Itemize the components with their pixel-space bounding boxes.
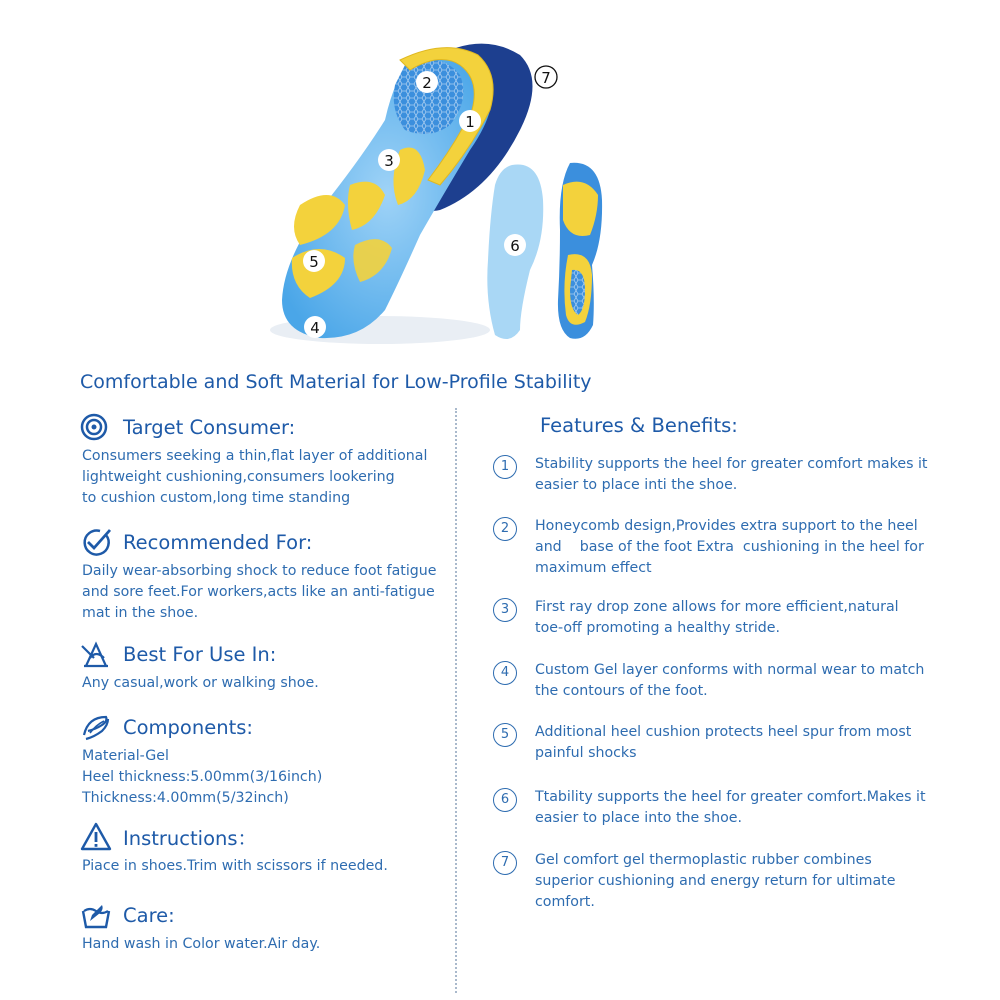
components-title: Components: [123, 715, 253, 739]
warning-triangle-icon [80, 821, 112, 853]
callout-5: 5 [309, 253, 319, 271]
components-section [80, 710, 450, 809]
instructions-text: Piace in shoes.Trim with scissors if needed. [82, 858, 388, 874]
callout-4: 4 [310, 319, 320, 337]
feature-item [493, 516, 933, 579]
feature-text: Honeycomb design,Provides extra support to the heel and base of the foot Extra cushioning in the heel for maximum effect [535, 518, 924, 576]
feature-item [493, 454, 933, 496]
shoe-outline-icon [80, 638, 112, 670]
feature-number: 4 [493, 661, 517, 685]
callout-6: 6 [510, 237, 520, 255]
instructions-title: Instructions： [123, 827, 258, 850]
feature-item [493, 850, 933, 913]
feature-item [493, 597, 933, 639]
feature-number: 1 [493, 455, 517, 479]
target-consumer-section [80, 410, 450, 509]
insole-illustration [260, 30, 680, 360]
best-for-text: Any casual,work or walking shoe. [82, 675, 319, 691]
feature-text: Stability supports the heel for greater comfort makes it easier to place inti the shoe. [535, 456, 928, 493]
recommended-section [80, 525, 450, 624]
components-text: Material-Gel Heel thickness:5.00mm(3/16inch) Thickness:4.00mm(5/32inch) [82, 748, 323, 806]
features-title: Features & Benefits: [540, 414, 738, 437]
callout-2: 2 [422, 74, 432, 92]
feature-text: Custom Gel layer conforms with normal wear to match the contours of the foot. [535, 662, 925, 699]
care-title: Care: [123, 903, 175, 927]
feature-number: 3 [493, 598, 517, 622]
check-circle-icon [80, 526, 112, 558]
callout-7: 7 [541, 69, 551, 87]
care-text: Hand wash in Color water.Air day. [82, 936, 321, 952]
feature-text: Additional heel cushion protects heel spur from most painful shocks [535, 724, 912, 761]
feature-number: 7 [493, 851, 517, 875]
best-for-title: Best For Use In: [123, 642, 277, 666]
feature-item [493, 787, 933, 829]
target-icon [80, 411, 112, 443]
page-headline: Comfortable and Soft Material for Low-Profile Stability [80, 371, 592, 393]
target-consumer-title: Target Consumer: [123, 415, 296, 439]
instructions-section [80, 820, 450, 877]
feature-number: 2 [493, 517, 517, 541]
feature-number: 5 [493, 723, 517, 747]
feature-text: First ray drop zone allows for more efficient,natural toe-off promoting a healthy stride. [535, 599, 899, 636]
feature-text: Ttability supports the heel for greater comfort.Makes it easier to place into the shoe. [535, 789, 926, 826]
callout-3: 3 [384, 152, 394, 170]
column-divider [455, 408, 457, 993]
feature-text: Gel comfort gel thermoplastic rubber combines superior cushioning and energy return for ultimate comfort. [535, 852, 896, 910]
feature-item [493, 722, 933, 764]
recommended-text: Daily wear-absorbing shock to reduce foot fatigue and sore feet.For workers,acts like an anti-fatigue mat in the shoe. [82, 563, 437, 621]
callout-1: 1 [465, 113, 475, 131]
hand-wash-icon [80, 899, 112, 931]
target-consumer-text: Consumers seeking a thin,flat layer of additional lightweight cushioning,consumers lookering to cushion custom,long time standing [82, 448, 428, 506]
recommended-title: Recommended For: [123, 530, 313, 554]
best-for-section [80, 637, 450, 694]
care-section [80, 898, 450, 955]
feature-item [493, 660, 933, 702]
material-swirl-icon [80, 711, 112, 743]
feature-number: 6 [493, 788, 517, 812]
